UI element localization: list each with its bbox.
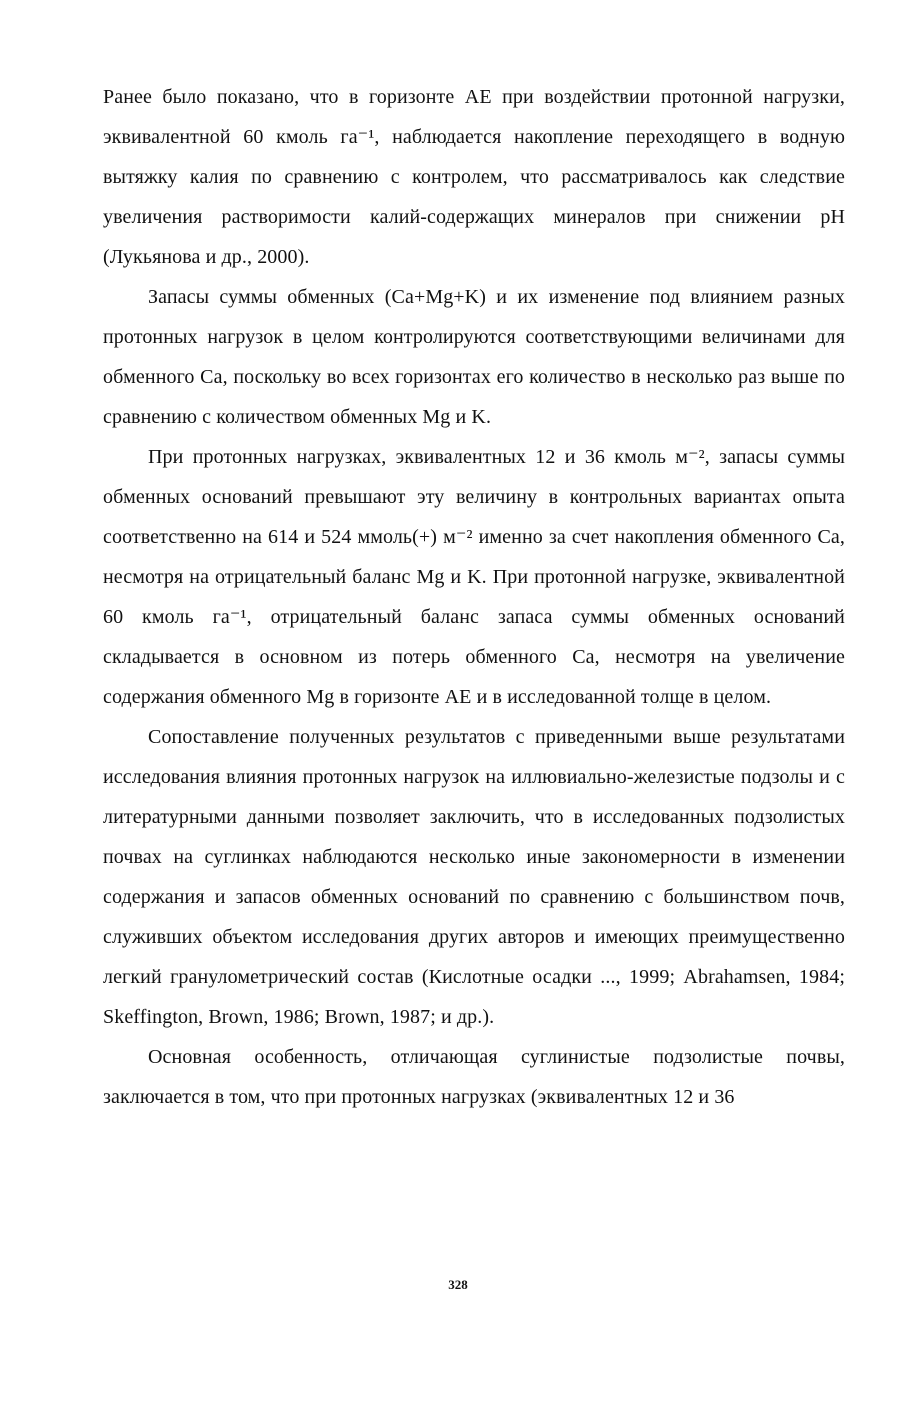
paragraph-1: Ранее было показано, что в горизонте AE при воздействии протонной нагрузки, эквивалентной 60 кмоль га⁻¹, наблюдается накопление переходящего в водную вытяжку калия по сравнению с контролем, что рассматривалось как следствие увеличения растворимости калий-содержащих минералов при снижении pH (Лукьянова и др., 2000). [103, 86, 845, 268]
body-text [103, 77, 845, 1117]
paragraph-4: Сопоставление полученных результатов с приведенными выше результатами исследования влияния протонных нагрузок на иллювиально-железистые подзолы и с литературными данными позволяет заключить, что в исследованных подзолистых почвах на суглинках наблюдаются несколько иные закономерности в изменении содержания и запасов обменных оснований по сравнению с большинством почв, служивших объектом исследования других авторов и имеющих преимущественно легкий гранулометрический состав (Кислотные осадки ..., 1999; Abrahamsen, 1984; Skeffington, Brown, 1986; Brown, 1987; и др.). [103, 726, 845, 1028]
paragraph-3: При протонных нагрузках, эквивалентных 12 и 36 кмоль м⁻², запасы суммы обменных оснований превышают эту величину в контрольных вариантах опыта соответственно на 614 и 524 ммоль(+) м⁻² именно за счет накопления обменного Ca, несмотря на отрицательный баланс Mg и K. При протонной нагрузке, эквивалентной 60 кмоль га⁻¹, отрицательный баланс запаса суммы обменных оснований складывается в основном из потерь обменного Ca, несмотря на увеличение содержания обменного Mg в горизонте AE и в исследованной толще в целом. [103, 446, 845, 708]
paragraph-2: Запасы суммы обменных (Ca+Mg+K) и их изменение под влиянием разных протонных нагрузок в целом контролируются соответствующими величинами для обменного Ca, поскольку во всех горизонтах его количество в несколько раз выше по сравнению с количеством обменных Mg и K. [103, 286, 845, 428]
page-number: 328 [448, 1277, 468, 1292]
paragraph-5: Основная особенность, отличающая суглинистые подзолистые почвы, заключается в том, что при протонных нагрузках (эквивалентных 12 и 36 [103, 1046, 845, 1108]
